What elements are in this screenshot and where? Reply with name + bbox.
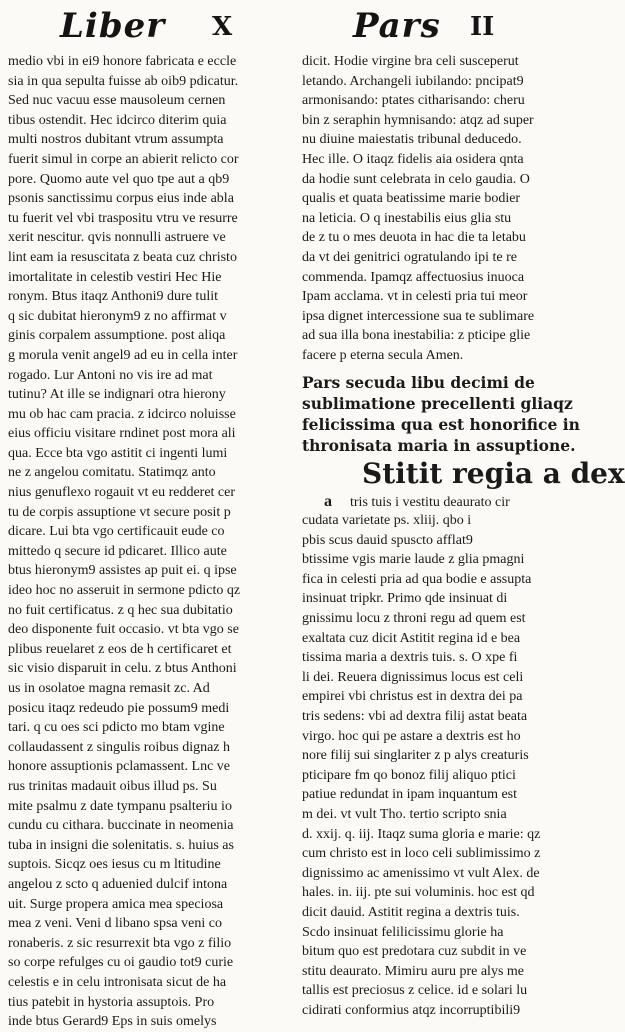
- drop-cap-letter: a: [324, 492, 332, 510]
- chapter-drop-title: Stitit regia a dex: [362, 456, 625, 490]
- text-line: deo disponente fuit occasio. vt bta vgo se: [8, 622, 239, 638]
- text-line: us in osolatoe magna remasit zc. Ad: [8, 681, 210, 696]
- text-line: da vt dei genitrici ogratulando ipi te re: [302, 249, 517, 265]
- text-line: ne z angelou comitatu. Statimqz anto: [8, 465, 216, 481]
- text-line: multi nostros dubitant vtrum assumpta: [8, 132, 224, 148]
- text-line: angelou z scto q aduenied dulcif intona: [8, 876, 228, 892]
- text-line: dicit. Hodie virgine bra celi susceperut: [302, 54, 519, 69]
- text-line: rogado. Lur Antoni no vis ire ad mat: [8, 367, 213, 383]
- text-line: pticipare fm qo bonoz filij aliquo ptici: [302, 767, 516, 783]
- text-line: uit. Surge propera amica mea speciosa: [8, 896, 224, 912]
- text-line: dignissimo ac amenissimo vt vult Alex. de: [302, 865, 540, 881]
- text-line: honore assuptionis pclamassent. Lnc ve: [8, 759, 231, 775]
- text-line: tu de corpis assuptione vt secure posit p: [8, 504, 231, 520]
- text-line: mittedo q secure id pdicaret. Illico aute: [8, 543, 227, 559]
- text-line: na leticia. O q inestabilis eius glia stu: [302, 210, 512, 226]
- text-line: qualis et quata beatissime marie bodier: [302, 191, 521, 207]
- header-book-number: X: [212, 12, 233, 42]
- text-line: stitu deaurato. Mimiru auru pre alys me: [302, 963, 524, 979]
- text-line: collaudassent z singulis roibus dignaz h: [8, 739, 231, 755]
- section-heading: [302, 372, 596, 456]
- text-line: letando. Archangeli iubilando: pncipat9: [302, 73, 524, 89]
- text-line: g morula venit angel9 ad eu in cella inter: [8, 347, 238, 363]
- text-line: tibus ostendit. Hec idcirco diterim quia: [8, 112, 227, 128]
- text-line: tari. q cu oes sci pdicto mo btam vgine: [8, 720, 225, 736]
- heading-line: Pars secuda libu decimi de: [302, 372, 535, 392]
- right-column-body-text: [302, 511, 596, 1020]
- text-line: ideo hoc no asseruit in sermone pdicto qz: [8, 583, 241, 599]
- text-line: mu ob hac cam pracia. z idcirco noluisse: [8, 406, 236, 422]
- text-line: cundu cu cithara. buccinate in neomenia: [8, 818, 234, 834]
- text-line: bin z seraphin hymnisando: atqz ad super: [302, 112, 534, 128]
- left-text-column: [8, 52, 290, 1032]
- text-line: commenda. Ipamqz affectuosius inuoca: [302, 269, 525, 285]
- text-line: de z tu o mes deuota in hac die ta letabu: [302, 230, 526, 246]
- text-line: hales. in. iij. pte sui voluminis. hoc est qd: [302, 885, 535, 901]
- text-line: bitum quo est predotara cuz subdit in ve: [302, 944, 527, 960]
- text-line: so corpe refulges cu oi gaudio tot9 curie: [8, 955, 234, 971]
- text-line: btus hieronym9 assistes ap puit ei. q ipse: [8, 563, 237, 579]
- text-line: rus trinitas madauit oibus illud ps. Su: [8, 778, 217, 794]
- text-line: btissime vgis marie laude z glia pmagni: [302, 552, 525, 568]
- text-line: exaltata cuz dicit Astitit regina id e bea: [302, 630, 521, 646]
- text-line: ipsa dignet intercessione sua te sublimare: [302, 308, 535, 324]
- text-line: sic visio disparuit in celu. z btus Anthoni: [8, 661, 237, 677]
- text-line: lint eam ia resuscitata z beata cuz christo: [8, 249, 237, 265]
- text-line: imortalitate in celestib vestiri Hec Hie: [8, 269, 222, 285]
- text-line: nius genuflexo rogauit vt eu redderet cer: [8, 485, 236, 501]
- text-line: nore filij sui singlariter z p alys creaturis: [302, 748, 529, 764]
- text-line: tutinu? At ille se indignari otra hierony: [8, 387, 226, 403]
- text-line: xerit nescitur. qvis nonnulli astruere ve: [8, 230, 226, 246]
- text-line: psonis sanctissimu corpus eius inde abla: [8, 191, 234, 207]
- text-line: mite psalmu z date tympanu psalteriu io: [8, 798, 232, 814]
- right-column-top-text: [302, 52, 596, 366]
- heading-line: felicissima qua est honorifice in: [302, 414, 580, 434]
- text-line: Sed nuc vacuu esse mausoleum cernen: [8, 93, 226, 109]
- text-line: tuba in insigni die solenitatis. s. huius as: [8, 837, 234, 853]
- text-line: qua. Ecce bta vgo astitit ci ingenti lumi: [8, 445, 228, 461]
- text-line: ronym. Btus itaqz Anthoni9 dure tulit: [8, 289, 218, 305]
- text-line: Hec ille. O itaqz fidelis aia osidera qnta: [302, 151, 524, 167]
- text-line: no fuit certificatus. z q hec sua dubitatio: [8, 602, 233, 618]
- text-line: tu fuerit vel vbi traspositu vtru ve resurre: [8, 210, 238, 226]
- text-line: eius officiu visitare rndinet post mora ali: [8, 426, 236, 442]
- first-body-line-text: tris tuis i vestitu deaurato cir: [350, 494, 510, 510]
- text-line: Scdo insinuat felilicissimu glorie ha: [302, 924, 504, 940]
- text-line: fica in celesti pria ad qua bodie e assupta: [302, 571, 532, 587]
- text-line: ad sua illa bona inestabilia: z pticipe glie: [302, 328, 531, 344]
- text-line: celestis e in celu intronisata sicut de ha: [8, 974, 227, 990]
- text-line: d. xxij. q. iij. Itaqz suma gloria e marie: qz: [302, 826, 541, 842]
- text-line: virgo. hoc qui pe astare a dextris est ho: [302, 728, 521, 744]
- first-body-line: [302, 492, 596, 512]
- text-line: m dei. vt vult Tho. tertio scripto snia: [302, 807, 507, 822]
- text-line: cum christo est in loco celi sublimissimo z: [302, 846, 541, 862]
- running-header: [0, 0, 603, 50]
- text-line: dicit dauid. Astitit regina a dextris tuis.: [302, 904, 520, 920]
- text-line: tris sedens: vbi ad dextra filij astat beata: [302, 709, 528, 725]
- text-line: pore. Quomo aute vel quo tpe aut a qb9: [8, 171, 230, 187]
- right-text-column: [302, 52, 625, 1021]
- text-line: da hodie sunt celebrata in celo gaudia. O: [302, 171, 530, 187]
- header-pars: Pars: [353, 6, 441, 46]
- text-line: patiue redundat in ipam inquantum est: [302, 787, 518, 803]
- text-line: nu diuine maiestatis tribunal deducedo.: [302, 132, 522, 148]
- text-line: facere p eterna secula Amen.: [302, 347, 464, 363]
- header-liber: Liber: [60, 6, 166, 46]
- text-line: inde btus Gerard9 Eps in suis omelys: [8, 1014, 217, 1030]
- text-line: li dei. Reuera dignissimus locus est celi: [302, 669, 524, 685]
- text-line: ginis corpalem assumptione. post aliqa: [8, 328, 226, 344]
- text-line: tissima maria a dextris tuis. s. O xpe fi: [302, 650, 518, 666]
- text-line: fuerit simul in corpe an abierit relicto cor: [8, 151, 239, 167]
- text-line: cidirati conformius atqz incorruptibili9: [302, 1002, 521, 1018]
- header-part-number: II: [470, 12, 495, 42]
- text-line: dicare. Lui bta vgo certificauit eude co: [8, 524, 225, 540]
- text-line: empirei vbi christus est in dextra dei pa: [302, 689, 523, 705]
- text-line: gnissimu locu z throni regu ad quem est: [302, 611, 526, 627]
- text-line: medio vbi in ei9 honore fabricata e eccle: [8, 54, 237, 69]
- text-line: tallis est preciosus z celice. id e solari lu: [302, 983, 528, 999]
- text-line: pbis scus dauid spuscto afflat9: [302, 532, 473, 548]
- text-line: ronaberis. z sic resurrexit bta vgo z filio: [8, 935, 232, 951]
- text-line: plibus reuelaret z eos de h certificaret et: [8, 641, 232, 657]
- text-line: tius patebit in hystoria assuptois. Pro: [8, 994, 215, 1010]
- text-line: mea z veni. Veni d libano spsa veni co: [8, 916, 222, 932]
- text-line: suptois. Sicqz oes iesus cu m ltitudine: [8, 857, 221, 873]
- heading-line: sublimatione precellenti gliaqz: [302, 393, 573, 413]
- text-line: Ipam acclama. vt in celesti pria tui meor: [302, 289, 528, 305]
- text-line: cudata varietate ps. xliij. qbo i: [302, 513, 472, 529]
- text-line: insinuat tripkr. Primo qde insinuat di: [302, 591, 508, 607]
- heading-line: thronisata maria in assuptione.: [302, 435, 576, 455]
- text-line: posicu itaqz redeudo pie possum9 medi: [8, 700, 230, 716]
- text-line: q sic dubitat hieronym9 z no affirmat v: [8, 308, 227, 324]
- text-line: armonisando: ptates citharisando: cheru: [302, 93, 525, 109]
- text-line: sia in qua sepulta fuisse ab oib9 pdicatur.: [8, 73, 239, 89]
